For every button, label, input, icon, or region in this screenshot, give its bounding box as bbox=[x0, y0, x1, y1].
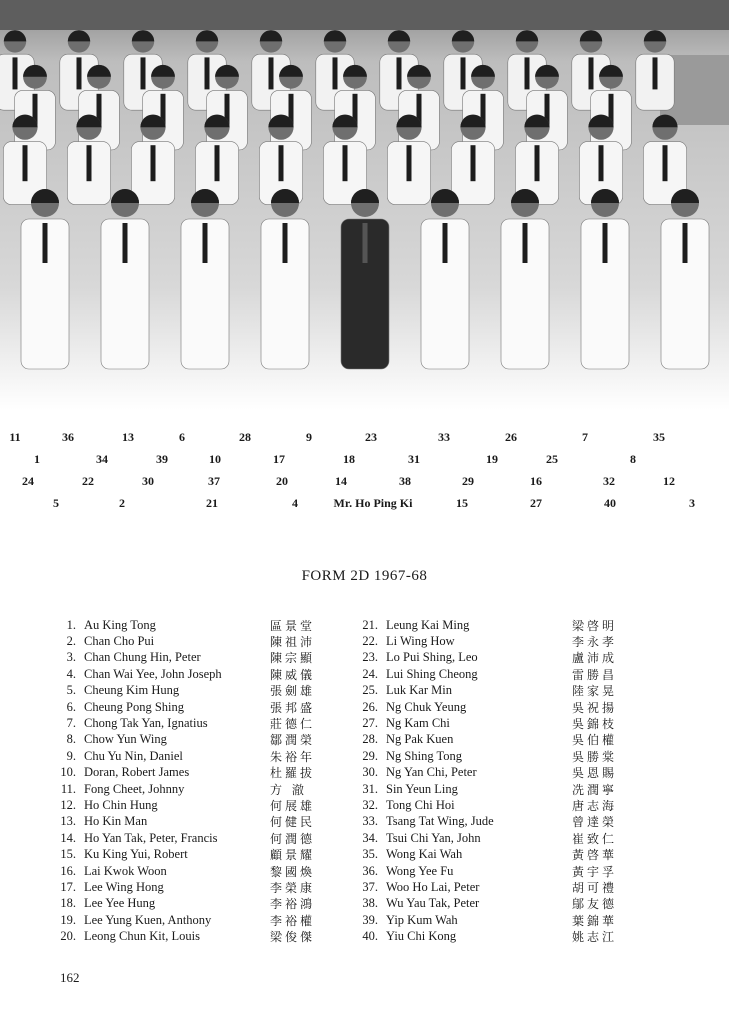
photo-key-number: 30 bbox=[142, 474, 154, 488]
student-number: 10. bbox=[60, 765, 76, 780]
photo-key-number: 29 bbox=[462, 474, 474, 488]
list-item bbox=[50, 699, 315, 715]
student-name: Leong Chun Kit, Louis bbox=[84, 929, 200, 944]
student-number: 5. bbox=[66, 683, 76, 698]
student-number: 9. bbox=[66, 748, 76, 763]
student-chinese-name: 吳伯權 bbox=[572, 733, 618, 748]
student-number: 8. bbox=[66, 732, 76, 747]
photo-key-number: 8 bbox=[630, 452, 636, 466]
student-chinese-name: 陳祖沛 bbox=[270, 635, 316, 650]
student-chinese-name: 陳宗顯 bbox=[270, 651, 316, 666]
student-name: Chan Wai Yee, John Joseph bbox=[84, 666, 222, 681]
tie bbox=[443, 223, 448, 263]
tie bbox=[215, 145, 220, 181]
student-chinese-name: 陸家晃 bbox=[572, 684, 618, 699]
list-item bbox=[50, 896, 315, 912]
list-item bbox=[352, 863, 617, 879]
photo-key-number: 23 bbox=[365, 430, 377, 444]
list-item bbox=[352, 683, 617, 699]
student-number: 30. bbox=[362, 765, 378, 780]
student-name: Lee Yee Hung bbox=[84, 896, 156, 911]
student-number: 22. bbox=[362, 634, 378, 649]
student-number: 14. bbox=[60, 830, 76, 845]
list-item bbox=[352, 814, 617, 830]
tie bbox=[663, 145, 668, 181]
student-number: 24. bbox=[362, 666, 378, 681]
photo-key-number: 17 bbox=[273, 452, 285, 466]
student-chinese-name: 梁啓明 bbox=[572, 618, 618, 633]
student-chinese-name: 鄒潤榮 bbox=[270, 733, 316, 748]
tie bbox=[123, 223, 128, 263]
student-number: 39. bbox=[362, 912, 378, 927]
tie bbox=[363, 223, 368, 263]
photo-key-number: 32 bbox=[603, 474, 615, 488]
student-number: 28. bbox=[362, 732, 378, 747]
student-chinese-name: 黃啓華 bbox=[572, 848, 618, 863]
student-chinese-name: 冼潤寧 bbox=[572, 782, 618, 797]
tie bbox=[43, 223, 48, 263]
student-chinese-name: 李永孝 bbox=[572, 635, 618, 650]
student-name: Tong Chi Hoi bbox=[386, 797, 455, 812]
student-chinese-name: 葉錦華 bbox=[572, 913, 618, 928]
student-name: Tsang Tat Wing, Jude bbox=[386, 814, 494, 829]
photo-key-number: 12 bbox=[663, 474, 675, 488]
tie bbox=[523, 223, 528, 263]
student-name: Ho Chin Hung bbox=[84, 797, 158, 812]
student-number: 12. bbox=[60, 797, 76, 812]
tie bbox=[203, 223, 208, 263]
student-list-left bbox=[50, 617, 315, 945]
student-name: Woo Ho Lai, Peter bbox=[386, 879, 480, 894]
tie bbox=[279, 145, 284, 181]
student-name: Doran, Robert James bbox=[84, 765, 190, 780]
tie bbox=[269, 57, 274, 89]
list-item bbox=[352, 912, 617, 928]
tie bbox=[461, 57, 466, 89]
student-name: Cheung Kim Hung bbox=[84, 683, 180, 698]
student-number: 38. bbox=[362, 896, 378, 911]
list-item bbox=[352, 617, 617, 633]
student-chinese-name: 唐志海 bbox=[572, 799, 618, 813]
photo-key-number: 15 bbox=[456, 496, 468, 510]
student-name: Luk Kar Min bbox=[386, 683, 452, 698]
student-name: Lee Wing Hong bbox=[84, 879, 164, 894]
tie bbox=[23, 145, 28, 181]
student-number: 33. bbox=[362, 814, 378, 829]
student-chinese-name: 李榮康 bbox=[270, 880, 316, 895]
list-item bbox=[352, 666, 617, 682]
list-item bbox=[50, 715, 315, 731]
student-name: Wu Yau Tak, Peter bbox=[386, 896, 480, 911]
tie bbox=[151, 145, 156, 181]
list-item bbox=[50, 846, 315, 862]
student-name: Fong Cheet, Johnny bbox=[84, 781, 185, 796]
teacher-label: Mr. Ho Ping Ki bbox=[333, 496, 413, 510]
student-number: 25. bbox=[362, 683, 378, 698]
list-item bbox=[50, 814, 315, 830]
student-name: Ng Kam Chi bbox=[386, 716, 450, 731]
student-number: 35. bbox=[362, 847, 378, 862]
photo-key-number: 16 bbox=[530, 474, 542, 488]
photo-key-number: 7 bbox=[582, 430, 588, 444]
student-name: Lo Pui Shing, Leo bbox=[386, 650, 478, 665]
student-chinese-name: 吳恩賜 bbox=[572, 766, 618, 781]
student-number: 16. bbox=[60, 863, 76, 878]
tie bbox=[407, 145, 412, 181]
student-name: Ng Yan Chi, Peter bbox=[386, 765, 477, 780]
list-item bbox=[50, 928, 315, 944]
page-title: FORM 2D 1967-68 bbox=[301, 568, 428, 584]
student-name: Ku King Yui, Robert bbox=[84, 847, 188, 862]
student-name: Ho Yan Tak, Peter, Francis bbox=[84, 830, 218, 845]
list-item bbox=[50, 683, 315, 699]
photo-key-number: 28 bbox=[239, 430, 251, 444]
tie bbox=[653, 57, 658, 89]
photo-key-number: 10 bbox=[209, 452, 221, 466]
list-item bbox=[50, 863, 315, 879]
tie bbox=[471, 145, 476, 181]
list-item bbox=[50, 650, 315, 666]
student-chinese-name: 區景堂 bbox=[270, 618, 316, 633]
list-item bbox=[352, 928, 617, 944]
photo-key-number: 19 bbox=[486, 452, 498, 466]
student-chinese-name: 何健民 bbox=[270, 815, 316, 830]
student-name: Chong Tak Yan, Ignatius bbox=[84, 716, 208, 731]
student-chinese-name: 杜羅拔 bbox=[270, 766, 316, 781]
student-number: 13. bbox=[60, 814, 76, 829]
student-chinese-name: 鄔友德 bbox=[572, 897, 618, 912]
list-item bbox=[352, 830, 617, 846]
student-number: 2. bbox=[66, 634, 76, 649]
student-number: 15. bbox=[60, 847, 76, 862]
student-number: 4. bbox=[66, 666, 76, 681]
student-number: 20. bbox=[60, 929, 76, 944]
list-item bbox=[50, 765, 315, 781]
list-item bbox=[352, 797, 617, 813]
list-item bbox=[50, 781, 315, 797]
tie bbox=[283, 223, 288, 263]
student-chinese-name: 吳祝揚 bbox=[572, 700, 618, 715]
student-chinese-name: 胡可禮 bbox=[572, 880, 618, 895]
list-item bbox=[352, 650, 617, 666]
student-chinese-name: 何潤德 bbox=[270, 831, 316, 846]
photo-key-number: 3 bbox=[689, 496, 695, 510]
list-item bbox=[50, 830, 315, 846]
student-chinese-name: 陳威儀 bbox=[270, 667, 316, 682]
student-number: 40. bbox=[362, 929, 378, 944]
list-item bbox=[50, 732, 315, 748]
page-number: 162 bbox=[60, 970, 80, 985]
student-number: 31. bbox=[362, 781, 378, 796]
photo-key-number: 4 bbox=[292, 496, 298, 510]
student-name: Yiu Chi Kong bbox=[386, 929, 457, 944]
photo-key-number: 25 bbox=[546, 452, 558, 466]
list-item bbox=[50, 633, 315, 649]
student-name: Chan Cho Pui bbox=[84, 634, 155, 649]
photo-key-number: 24 bbox=[22, 474, 34, 488]
student-name: Ho Kin Man bbox=[84, 814, 148, 829]
student-chinese-name: 張邦盛 bbox=[270, 700, 316, 715]
student-number: 17. bbox=[60, 879, 76, 894]
tie bbox=[589, 57, 594, 89]
student-list-right bbox=[352, 617, 617, 945]
student-number: 1. bbox=[66, 617, 76, 632]
student-chinese-name: 黃宇孚 bbox=[572, 864, 618, 879]
student-number: 11. bbox=[60, 781, 76, 796]
tie bbox=[333, 57, 338, 89]
tie bbox=[87, 145, 92, 181]
student-name: Wong Yee Fu bbox=[386, 863, 454, 878]
list-item bbox=[352, 879, 617, 895]
student-name: Tsui Chi Yan, John bbox=[386, 830, 481, 845]
student-number: 27. bbox=[362, 716, 378, 731]
student-number: 32. bbox=[362, 797, 378, 812]
student-chinese-name: 吳錦枝 bbox=[572, 717, 618, 732]
student-name: Li Wing How bbox=[386, 634, 455, 649]
tie bbox=[13, 57, 18, 89]
student-chinese-name: 顧景耀 bbox=[270, 848, 316, 863]
photo-key-number: 13 bbox=[122, 430, 134, 444]
student-chinese-name: 崔致仁 bbox=[572, 831, 618, 846]
student-name: Ng Shing Tong bbox=[386, 748, 462, 763]
photo-key-number: 33 bbox=[438, 430, 450, 444]
photo-key-number: 27 bbox=[530, 496, 542, 510]
photo-key-number: 37 bbox=[208, 474, 220, 488]
student-number: 36. bbox=[362, 863, 378, 878]
class-photo bbox=[0, 0, 729, 410]
list-item bbox=[352, 846, 617, 862]
photo-key-number: 9 bbox=[306, 430, 312, 444]
photo-key-number: 34 bbox=[96, 452, 108, 466]
student-name: Leung Kai Ming bbox=[386, 617, 470, 632]
tie bbox=[205, 57, 210, 89]
tie bbox=[77, 57, 82, 89]
student-name: Chu Yu Nin, Daniel bbox=[84, 748, 183, 763]
list-item bbox=[50, 797, 315, 813]
student-chinese-name: 盧沛成 bbox=[572, 651, 618, 666]
student-name: Lui Shing Cheong bbox=[386, 666, 478, 681]
photo-key-number: 35 bbox=[653, 430, 665, 444]
student-number: 18. bbox=[60, 896, 76, 911]
tie bbox=[525, 57, 530, 89]
student-chinese-name: 方 澈 bbox=[270, 782, 307, 797]
student-chinese-name: 李裕鴻 bbox=[270, 897, 316, 912]
student-number: 19. bbox=[60, 912, 76, 927]
student-name: Chan Chung Hin, Peter bbox=[84, 650, 201, 665]
student-name: Lai Kwok Woon bbox=[84, 863, 167, 878]
tie bbox=[535, 145, 540, 181]
list-item bbox=[50, 617, 315, 633]
student-name: Sin Yeun Ling bbox=[386, 781, 458, 796]
photo-key-number: 21 bbox=[206, 496, 218, 510]
student-chinese-name: 朱裕年 bbox=[270, 749, 316, 764]
student-number: 29. bbox=[362, 748, 378, 763]
student-chinese-name: 李裕權 bbox=[270, 913, 316, 928]
student-number: 37. bbox=[362, 879, 378, 894]
photo-key-number: 22 bbox=[82, 474, 94, 488]
photo-key-number: 2 bbox=[119, 496, 125, 510]
photo-key-number: 40 bbox=[604, 496, 616, 510]
student-chinese-name: 何展雄 bbox=[270, 799, 316, 813]
student-name: Yip Kum Wah bbox=[386, 912, 458, 927]
student-name: Cheung Pong Shing bbox=[84, 699, 185, 714]
photo-key-number: 39 bbox=[156, 452, 168, 466]
student-chinese-name: 吳勝棠 bbox=[572, 749, 618, 764]
student-chinese-name: 黎國煥 bbox=[270, 864, 316, 879]
list-item bbox=[352, 765, 617, 781]
student-number: 34. bbox=[362, 830, 378, 845]
student-name: Ng Pak Kuen bbox=[386, 732, 454, 747]
list-item bbox=[50, 879, 315, 895]
photo-key-number: 31 bbox=[408, 452, 420, 466]
list-item bbox=[352, 699, 617, 715]
student-name: Lee Yung Kuen, Anthony bbox=[84, 912, 212, 927]
photo-key-number: 11 bbox=[9, 430, 21, 444]
list-item bbox=[352, 748, 617, 764]
student-chinese-name: 雷勝昌 bbox=[572, 667, 618, 682]
tie bbox=[141, 57, 146, 89]
list-item bbox=[352, 896, 617, 912]
list-item bbox=[50, 748, 315, 764]
photo-key-number: 14 bbox=[335, 474, 347, 488]
student-name: Au King Tong bbox=[84, 617, 156, 632]
student-chinese-name: 梁俊傑 bbox=[270, 930, 316, 945]
photo-key-number: 36 bbox=[62, 430, 74, 444]
student-number: 7. bbox=[66, 716, 76, 731]
student-number: 23. bbox=[362, 650, 378, 665]
photo-key-number: 5 bbox=[53, 496, 59, 510]
photo-key-number: 1 bbox=[34, 452, 40, 466]
tie bbox=[683, 223, 688, 263]
student-name: Wong Kai Wah bbox=[386, 847, 463, 862]
student-number: 3. bbox=[66, 650, 76, 665]
tie bbox=[599, 145, 604, 181]
student-chinese-name: 姚志江 bbox=[572, 930, 618, 945]
photo-key-number: 26 bbox=[505, 430, 517, 444]
list-item bbox=[352, 781, 617, 797]
student-number: 21. bbox=[362, 617, 378, 632]
list-item bbox=[352, 715, 617, 731]
list-item bbox=[352, 732, 617, 748]
tie bbox=[343, 145, 348, 181]
photo-key-number: 6 bbox=[179, 430, 185, 444]
student-chinese-name: 張劍雄 bbox=[270, 684, 316, 699]
list-item bbox=[50, 666, 315, 682]
student-chinese-name: 曾達榮 bbox=[572, 815, 618, 830]
list-item bbox=[352, 633, 617, 649]
photo-key-number: 18 bbox=[343, 452, 355, 466]
list-item bbox=[50, 912, 315, 928]
student-name: Ng Chuk Yeung bbox=[386, 699, 467, 714]
photo-key-number: 38 bbox=[399, 474, 411, 488]
tie bbox=[397, 57, 402, 89]
student-number: 6. bbox=[66, 699, 76, 714]
student-number: 26. bbox=[362, 699, 378, 714]
student-name: Chow Yun Wing bbox=[84, 732, 167, 747]
tie bbox=[603, 223, 608, 263]
student-chinese-name: 莊德仁 bbox=[270, 717, 316, 732]
photo-key-number: 20 bbox=[276, 474, 288, 488]
